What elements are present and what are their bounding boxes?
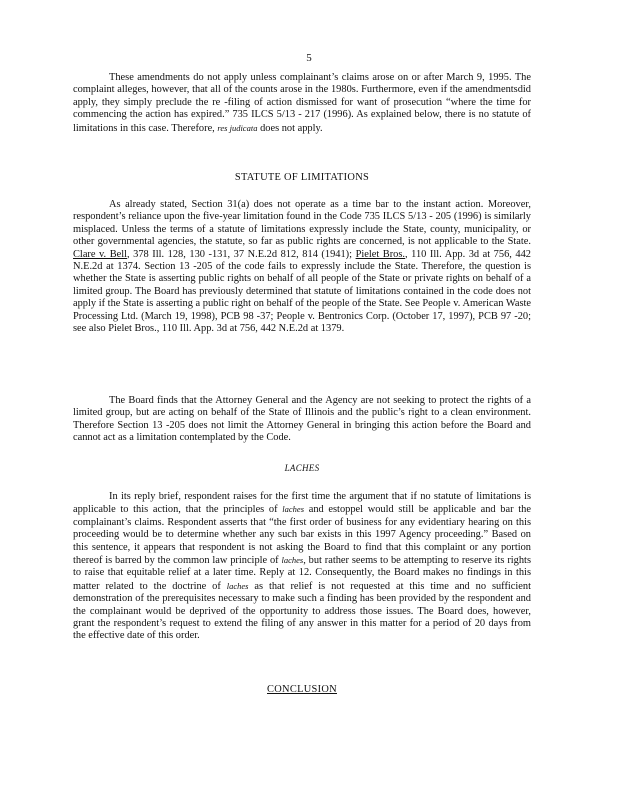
paragraph-amendments [73,72,531,135]
statute-text-2: , 378 Ill. 128, 130 -131, 37 N.E.2d 812, 814 (1941); [127,248,353,260]
page-number: 5 [306,52,312,64]
conclusion-label: CONCLUSION [267,684,337,695]
laches-text: In its reply brief, respondent raises for the first time the argument that if no statute of limitations is applicable to this action, that the principles of [73,491,531,516]
amendments-text: These amendments do not apply unless complainant’s claims arose on or after March 9, 1995. The complaint alleges, however, that all of the counts arose in the 1980s. Furthermore, even if the amendmentsdid apply, they simply preclude the re -filing of action dismissed for want of prosecution “where the time for commencing the action has expired.” 735 ILCS 5/13 - 217 (1996). As explained below, there is no statute of limitations in this case. Therefore, [73,72,531,134]
case-citation-clare-v-bell: Clare v. Bell [73,248,128,260]
paragraph-laches [73,491,531,643]
board-finds-text: The Board finds that the Attorney General and the Agency are not seeking to protect the rights of a limited group, but are acting on behalf of the State of Illinois and the public’s right to a clean environment. Therefore Section 13 -205 does not limit the Attorney General in bringing this action before the Board and cannot act as a limitation contemplated by the Code. [73,395,531,444]
case-citation-pielet-bros: Pielet Bros. [355,248,406,260]
amendments-text-end: does not apply. [260,122,323,134]
heading-statute-of-limitations: STATUTE OF LIMITATIONS [234,172,370,183]
heading-laches: LACHES [284,463,320,473]
res-judicata-term: res judicata [217,122,258,133]
laches-text-2: and estoppel would still be applicable and bar the complainant’s claims. Respondent asserts that “the first order of business for any evidentiary hearing on this proceeding would be to determine whether any such bar exists in this 1997 Agency proceeding.” Based on this sentence, it appears that respondent is not asking the Board to find that this complaint or any portion thereof is barred by the common law principle of [73,504,531,567]
heading-conclusion [73,684,531,695]
laches-term-1: laches [282,504,304,515]
laches-term-3: laches [226,580,249,591]
laches-text-4: as that relief is not requested at this time and no sufficient demonstration of the prerequisites necessary to make such a finding has been provided by the respondent and the complainant would be deprived of the opportunity to address those issues. The Board does, however, grant the respondent’s request to extend the filing of any answer in this matter for a period of 20 days from the effective date of this order. [73,580,531,642]
paragraph-board-finds [73,395,531,445]
paragraph-statute [73,199,531,335]
statute-text: As already stated, Section 31(a) does not operate as a time bar to the instant action. Moreover, respondent’s reliance upon the five-year limitation found in the Code 735 ILCS 5/13 - 205 (1996) is similarly misplaced. Unless the terms of a statute of limitations expressly include the State, county, municipality, or other governmental agencies, the statute, so far as public rights are concerned, is not applicable to the State. [73,199,531,248]
laches-text-3: , but rather seems to be attempting to reserve its rights to raise that equitable relief at a later time. Reply at 12. Consequently, the Board makes no findings in this matter related to the doctrine of [73,555,531,592]
laches-term-2: laches [281,555,304,566]
statute-text-3: , 110 Ill. App. 3d at 756, 442 N.E.2d at 1374. Section 13 -205 of the code fails to expressly include the State. Therefore, the question is whether the State is asserting public rights on behalf of all people of the State or private rights on behalf of a limited group. The Board has previously determined that statute of limitations contained in the code does not apply if the State is asserting a public right on behalf of the people of the State. See People v. American Waste Processing Ltd. (March 19, 1998), PCB 98 -37; People v. Bentronics Corp. (October 17, 1997), PCB 97 -20; see also Pielet Bros., 110 Ill. App. 3d at 756, 442 N.E.2d at 1379. [73,248,531,335]
